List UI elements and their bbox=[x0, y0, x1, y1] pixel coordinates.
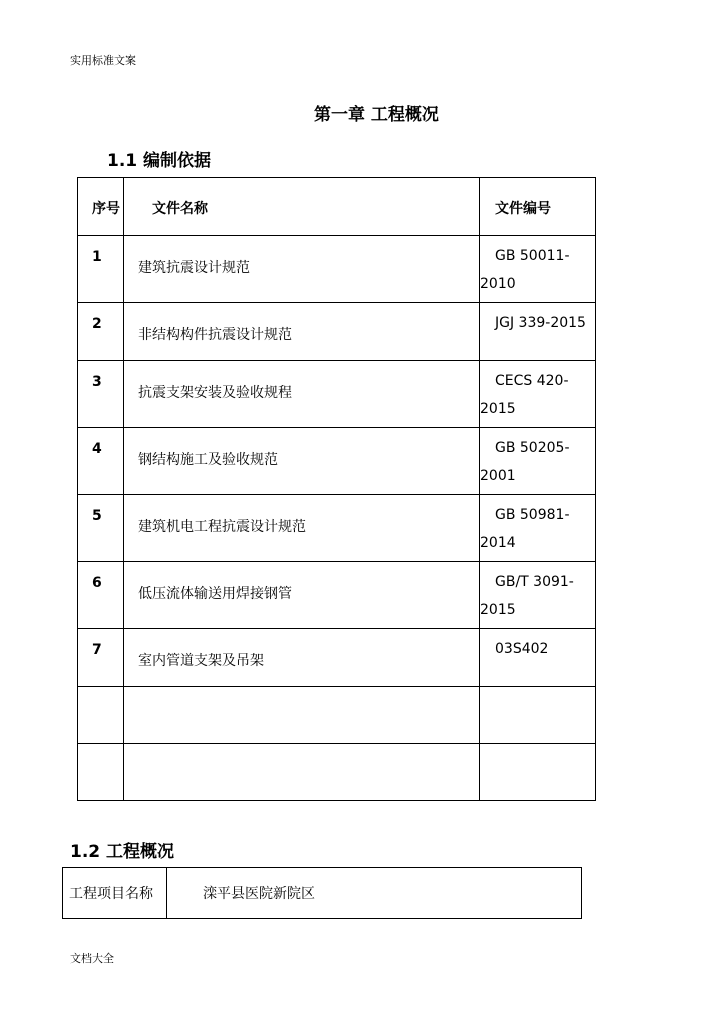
row-code-cell bbox=[480, 562, 596, 629]
document-name: 建筑机电工程抗震设计规范 bbox=[138, 519, 306, 535]
document-name: 非结构构件抗震设计规范 bbox=[138, 327, 292, 343]
section-title-overview: 1.2 工程概况 bbox=[70, 842, 175, 862]
document-name: 室内管道支架及吊架 bbox=[138, 653, 264, 669]
row-number: 3 bbox=[92, 374, 102, 390]
row-no-cell bbox=[78, 303, 124, 361]
document-code-line2: 2015 bbox=[480, 401, 516, 417]
row-name-cell bbox=[124, 303, 480, 361]
row-code-cell bbox=[480, 303, 596, 361]
project-name-value: 滦平县医院新院区 bbox=[167, 868, 582, 919]
document-code-line1: GB/T 3091- bbox=[495, 574, 574, 590]
row-no-cell bbox=[78, 428, 124, 495]
header-cell-no bbox=[78, 178, 124, 236]
table-row bbox=[78, 629, 596, 687]
empty-cell bbox=[124, 744, 480, 801]
row-number: 4 bbox=[92, 441, 102, 457]
table-row bbox=[78, 361, 596, 428]
table-row bbox=[78, 303, 596, 361]
row-number: 5 bbox=[92, 508, 102, 524]
project-name-label: 工程项目名称 bbox=[63, 868, 167, 919]
empty-table-row bbox=[78, 744, 596, 801]
row-name-cell bbox=[124, 562, 480, 629]
row-number: 7 bbox=[92, 642, 102, 658]
document-name: 建筑抗震设计规范 bbox=[138, 260, 250, 276]
row-number: 1 bbox=[92, 249, 102, 265]
row-name-cell bbox=[124, 629, 480, 687]
document-code-line2: 2010 bbox=[480, 276, 516, 292]
empty-cell bbox=[480, 744, 596, 801]
chapter-title: 第一章 工程概况 bbox=[314, 105, 439, 125]
row-number: 2 bbox=[92, 316, 102, 332]
empty-table-row bbox=[78, 687, 596, 744]
document-code-line1: GB 50011- bbox=[495, 248, 570, 264]
document-code-line2: 2015 bbox=[480, 602, 516, 618]
row-no-cell bbox=[78, 236, 124, 303]
table-header-row bbox=[78, 178, 596, 236]
row-code-cell bbox=[480, 629, 596, 687]
empty-cell bbox=[124, 687, 480, 744]
page-header: 实用标准文案 bbox=[70, 54, 136, 67]
page-footer: 文档大全 bbox=[70, 952, 114, 965]
header-name-label: 文件名称 bbox=[152, 201, 208, 217]
document-code-line1: CECS 420- bbox=[495, 373, 569, 389]
row-name-cell bbox=[124, 236, 480, 303]
header-no-label: 序号 bbox=[92, 201, 120, 217]
table-row bbox=[78, 428, 596, 495]
document-name: 钢结构施工及验收规范 bbox=[138, 452, 278, 468]
document-name: 低压流体输送用焊接钢管 bbox=[138, 586, 292, 602]
header-code-label: 文件编号 bbox=[495, 201, 551, 217]
row-no-cell bbox=[78, 562, 124, 629]
empty-cell bbox=[78, 744, 124, 801]
document-code-line1: JGJ 339-2015 bbox=[495, 315, 586, 331]
table-row bbox=[78, 562, 596, 629]
header-cell-name bbox=[124, 178, 480, 236]
section-title-basis: 1.1 编制依据 bbox=[107, 151, 212, 171]
document-code-line2: 2001 bbox=[480, 468, 516, 484]
row-number: 6 bbox=[92, 575, 102, 591]
header-cell-code bbox=[480, 178, 596, 236]
empty-cell bbox=[480, 687, 596, 744]
row-no-cell bbox=[78, 361, 124, 428]
row-code-cell bbox=[480, 495, 596, 562]
table-row bbox=[78, 495, 596, 562]
overview-table bbox=[62, 867, 582, 919]
document-code-line2: 2014 bbox=[480, 535, 516, 551]
document-code-line1: GB 50205- bbox=[495, 440, 570, 456]
row-no-cell bbox=[78, 495, 124, 562]
document-code-line1: GB 50981- bbox=[495, 507, 570, 523]
row-no-cell bbox=[78, 629, 124, 687]
document-code-line1: 03S402 bbox=[495, 641, 549, 657]
row-code-cell bbox=[480, 236, 596, 303]
row-name-cell bbox=[124, 428, 480, 495]
table-row bbox=[78, 236, 596, 303]
basis-table bbox=[77, 177, 596, 801]
empty-cell bbox=[78, 687, 124, 744]
row-name-cell bbox=[124, 361, 480, 428]
row-code-cell bbox=[480, 361, 596, 428]
row-code-cell bbox=[480, 428, 596, 495]
document-name: 抗震支架安装及验收规程 bbox=[138, 385, 292, 401]
row-name-cell bbox=[124, 495, 480, 562]
overview-row bbox=[63, 868, 582, 919]
